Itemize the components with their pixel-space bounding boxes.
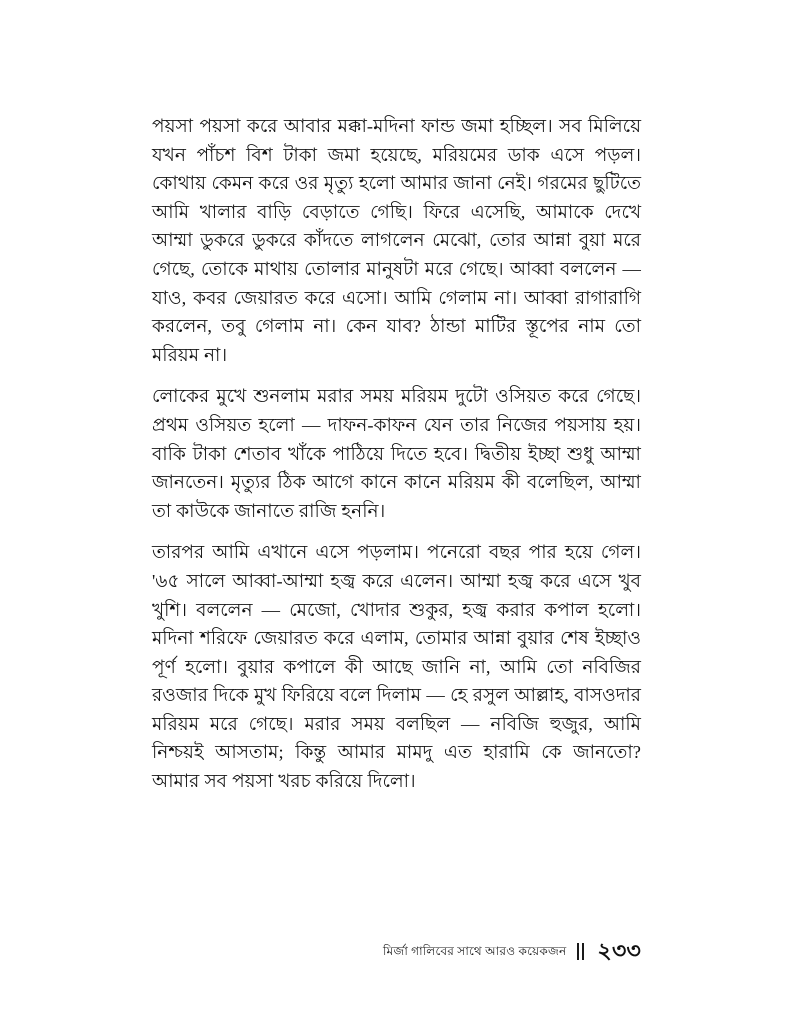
page-number: ২৩৩: [597, 938, 641, 963]
paragraph-1: পয়সা পয়সা করে আবার মক্কা-মদিনা ফান্ড জমা হচ্ছিল। সব মিলিয়ে যখন পাঁচশ বিশ টাকা জমা হয়েছে, মরিয়মের ডাক এসে পড়ল। কোথায় কেমন করে ওর মৃত্যু হলো আমার জানা নেই। গরমের ছুটিতে আমি খালার বাড়ি বেড়াতে গেছি। ফিরে এসেছি, আমাকে দেখে আম্মা ডুকরে ডুকরে কাঁদতে লাগলেন মেঝো, তোর আন্না বুয়া মরে গেছে, তোকে মাথায় তোলার মানুষটা মরে গেছে। আব্বা বললেন — যাও, কবর জেয়ারত করে এসো। আমি গেলাম না। আব্বা রাগারাগি করলেন, তবু গেলাম না। কেন যাব? ঠান্ডা মাটির স্তূপের নাম তো মরিয়ম না।: [152, 116, 641, 365]
paragraph-3: তারপর আমি এখানে এসে পড়লাম। পনেরো বছর পার হয়ে গেল। '৬৫ সালে আব্বা-আম্মা হজ্ব করে এলেন। আম্মা হজ্ব করে এসে খুব খুশি। বললেন — মেজো, খোদার শুকুর, হজ্ব করার কপাল হলো। মদিনা শরিফে জেয়ারত করে এলাম, তোমার আন্না বুয়ার শেষ ইচ্ছাও পূর্ণ হলো। বুয়ার কপালে কী আছে জানি না, আমি তো নবিজির রওজার দিকে মুখ ফিরিয়ে বলে দিলাম — হে রসুল আল্লাহ, বাসওদার মরিয়ম মরে গেছে। মরার সময় বলছিল — নবিজি হুজুর, আমি নিশ্চয়ই আসতাম; কিন্তু আমার মামদু এত হারামি কে জানতো? আমার সব পয়সা খরচ করিয়ে দিলো।: [152, 542, 641, 792]
footer-book-title: মির্জা গালিবের সাথে আরও কয়েকজন: [383, 944, 567, 958]
paragraph-2: লোকের মুখে শুনলাম মরার সময় মরিয়ম দুটো ওসিয়ত করে গেছে। প্রথম ওসিয়ত হলো — দাফন-কাফন যেন তার নিজের পয়সায় হয়। বাকি টাকা শেতাব খাঁকে পাঠিয়ে দিতে হবে। দ্বিতীয় ইচ্ছা শুধু আম্মা জানতেন। মৃত্যুর ঠিক আগে কানে কানে মরিয়ম কী বলেছিল, আম্মা তা কাউকে জানাতে রাজি হননি।: [152, 386, 641, 521]
body-text-column: [152, 112, 641, 796]
double-bar-separator-icon: [577, 941, 586, 962]
page-footer: [152, 938, 641, 964]
